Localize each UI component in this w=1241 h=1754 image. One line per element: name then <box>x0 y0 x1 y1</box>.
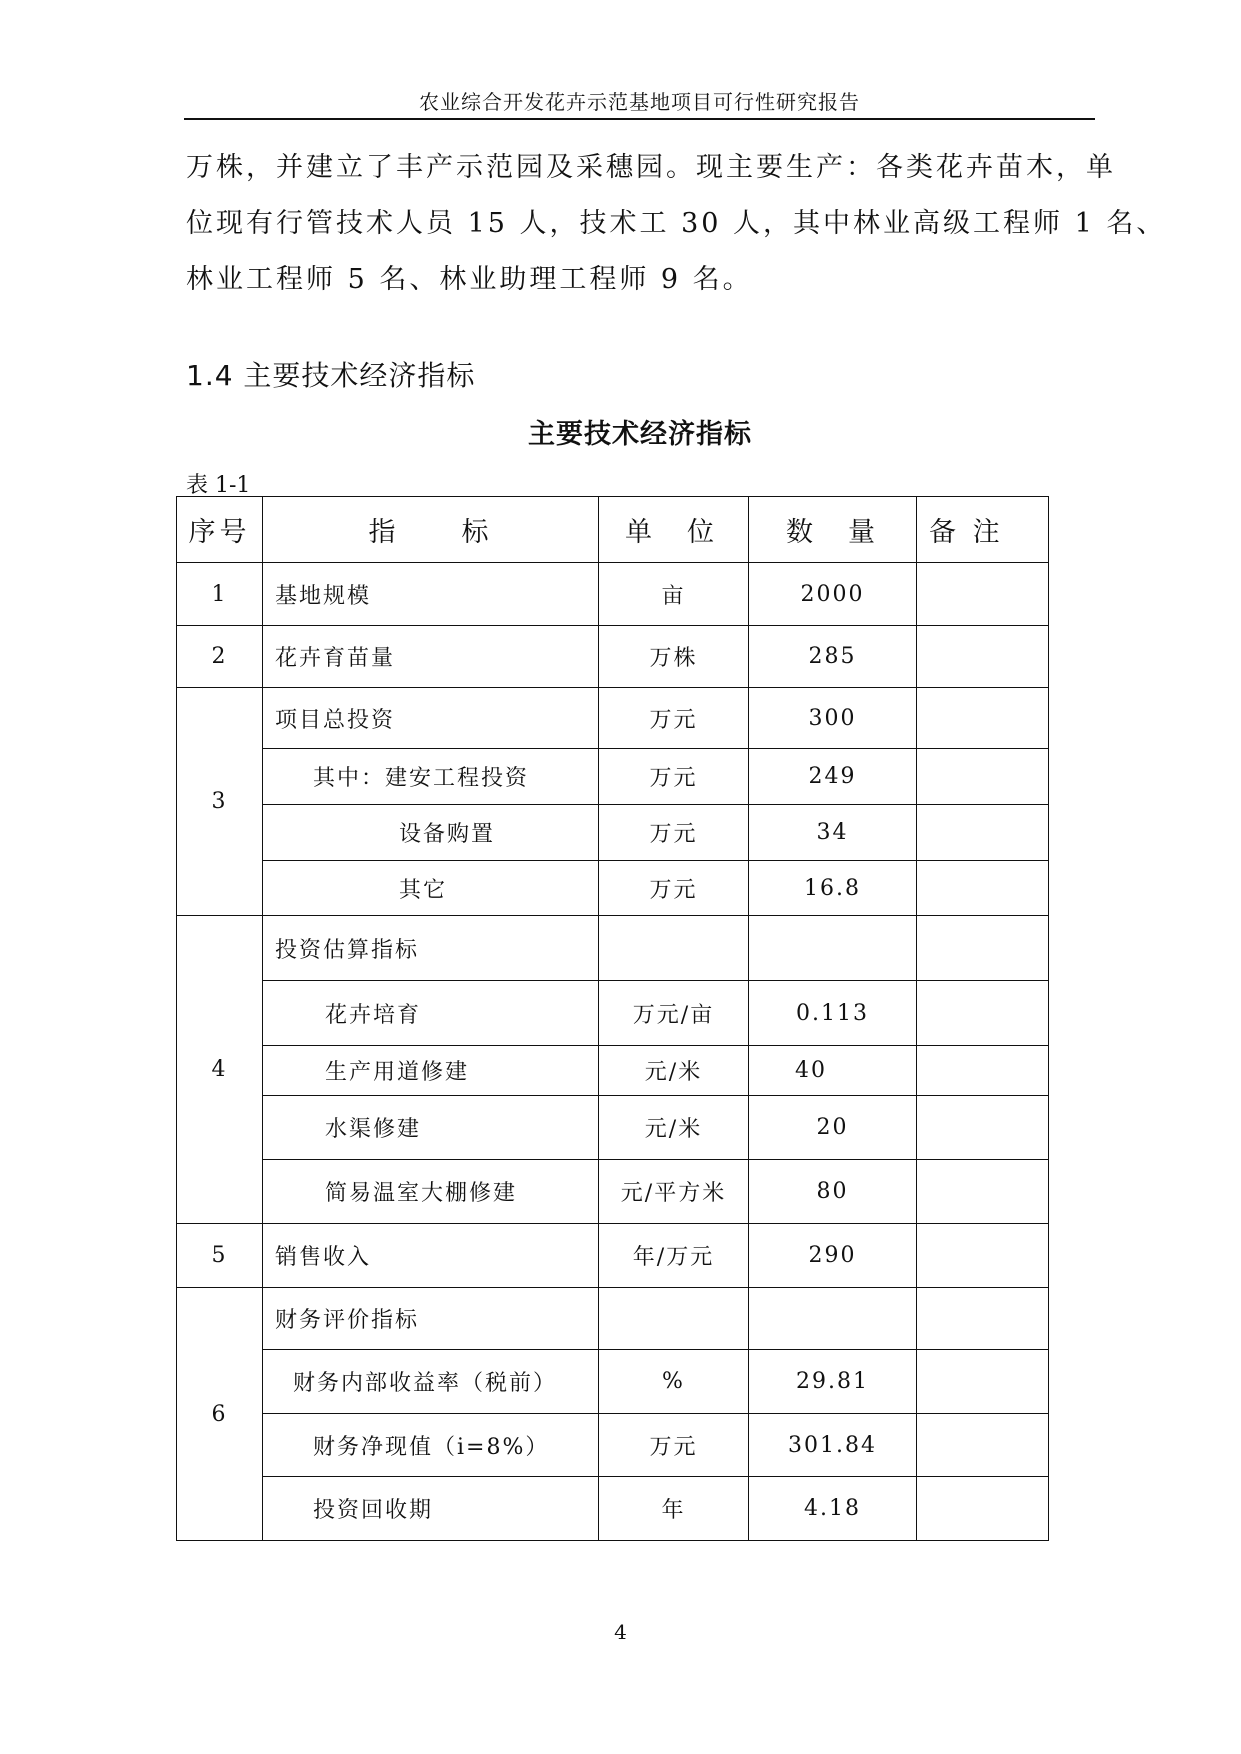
row-unit: 万元 <box>599 749 749 805</box>
row-remark <box>917 1288 1049 1350</box>
table-row <box>177 688 1049 749</box>
row-indicator: 花卉育苗量 <box>263 626 599 688</box>
row-qty <box>749 1288 917 1350</box>
row-qty: 16.8 <box>749 861 917 916</box>
row-indicator: 销售收入 <box>263 1224 599 1288</box>
body-paragraph <box>186 140 1167 308</box>
row-unit: 万元 <box>599 688 749 749</box>
row-indicator: 财务内部收益率（税前） <box>263 1350 599 1414</box>
row-indicator: 财务评价指标 <box>263 1288 599 1350</box>
row-no: 1 <box>177 563 263 626</box>
section-heading: 1.4 主要技术经济指标 <box>186 359 476 392</box>
row-qty: 29.81 <box>749 1350 917 1414</box>
row-unit: 万元 <box>599 1414 749 1477</box>
row-unit <box>599 1288 749 1350</box>
row-remark <box>917 805 1049 861</box>
table-caption: 表 1-1 <box>186 473 251 498</box>
row-indicator: 其中：建安工程投资 <box>263 749 599 805</box>
row-remark <box>917 1414 1049 1477</box>
header-indicator: 指 标 <box>263 497 599 563</box>
table-title: 主要技术经济指标 <box>528 419 752 450</box>
row-unit: % <box>599 1350 749 1414</box>
table-row <box>177 1288 1049 1350</box>
row-unit: 万元/亩 <box>599 981 749 1046</box>
table-row <box>177 1160 1049 1224</box>
table-row <box>177 749 1049 805</box>
row-unit: 亩 <box>599 563 749 626</box>
row-remark <box>917 688 1049 749</box>
row-remark <box>917 1350 1049 1414</box>
table-row <box>177 981 1049 1046</box>
table-row <box>177 1224 1049 1288</box>
row-no: 5 <box>177 1224 263 1288</box>
row-indicator: 财务净现值（i=8%） <box>263 1414 599 1477</box>
row-unit <box>599 916 749 981</box>
header-remark: 备 注 <box>917 497 1049 563</box>
row-indicator: 其它 <box>263 861 599 916</box>
row-unit: 元/平方米 <box>599 1160 749 1224</box>
row-qty <box>749 916 917 981</box>
table-row <box>177 805 1049 861</box>
row-remark <box>917 1046 1049 1096</box>
row-remark <box>917 916 1049 981</box>
row-qty: 0.113 <box>749 981 917 1046</box>
row-remark <box>917 981 1049 1046</box>
row-remark <box>917 1160 1049 1224</box>
table-row <box>177 626 1049 688</box>
row-indicator: 投资估算指标 <box>263 916 599 981</box>
row-unit: 年 <box>599 1477 749 1541</box>
row-qty: 34 <box>749 805 917 861</box>
row-remark <box>917 563 1049 626</box>
row-indicator: 项目总投资 <box>263 688 599 749</box>
table-row <box>177 861 1049 916</box>
table-header-row <box>177 497 1049 563</box>
row-indicator: 基地规模 <box>263 563 599 626</box>
row-qty: 2000 <box>749 563 917 626</box>
row-remark <box>917 861 1049 916</box>
body-line: 万株，并建立了丰产示范园及采穗园。现主要生产：各类花卉苗木，单 <box>186 152 1116 183</box>
row-unit: 万株 <box>599 626 749 688</box>
row-no: 2 <box>177 626 263 688</box>
row-unit: 元/米 <box>599 1096 749 1160</box>
row-indicator: 投资回收期 <box>263 1477 599 1541</box>
row-unit: 年/万元 <box>599 1224 749 1288</box>
header-no: 序号 <box>177 497 263 563</box>
row-unit: 万元 <box>599 805 749 861</box>
row-qty: 80 <box>749 1160 917 1224</box>
row-remark <box>917 1224 1049 1288</box>
row-remark <box>917 749 1049 805</box>
row-remark <box>917 1096 1049 1160</box>
table-row <box>177 1350 1049 1414</box>
row-indicator: 花卉培育 <box>263 981 599 1046</box>
row-qty: 20 <box>749 1096 917 1160</box>
row-indicator: 水渠修建 <box>263 1096 599 1160</box>
table-row <box>177 563 1049 626</box>
row-remark <box>917 1477 1049 1541</box>
table-row <box>177 1096 1049 1160</box>
row-no: 3 <box>177 688 263 916</box>
header-unit: 单 位 <box>599 497 749 563</box>
row-no: 4 <box>177 916 263 1224</box>
row-qty: 249 <box>749 749 917 805</box>
row-qty: 301.84 <box>749 1414 917 1477</box>
body-line: 林业工程师 5 名、林业助理工程师 9 名。 <box>186 264 753 295</box>
table-row <box>177 1477 1049 1541</box>
header-qty: 数 量 <box>749 497 917 563</box>
table-row <box>177 916 1049 981</box>
running-header: 农业综合开发花卉示范基地项目可行性研究报告 <box>419 90 860 114</box>
row-remark <box>917 626 1049 688</box>
row-indicator: 简易温室大棚修建 <box>263 1160 599 1224</box>
row-qty: 300 <box>749 688 917 749</box>
row-qty: 285 <box>749 626 917 688</box>
row-unit: 元/米 <box>599 1046 749 1096</box>
page-number: 4 <box>614 1620 627 1644</box>
table-row <box>177 1414 1049 1477</box>
row-no: 6 <box>177 1288 263 1541</box>
row-qty: 290 <box>749 1224 917 1288</box>
indicators-table <box>176 496 1049 1541</box>
row-indicator: 生产用道修建 <box>263 1046 599 1096</box>
table-row <box>177 1046 1049 1096</box>
row-indicator: 设备购置 <box>263 805 599 861</box>
header-rule <box>184 118 1095 120</box>
row-qty: 4.18 <box>749 1477 917 1541</box>
body-line: 位现有行管技术人员 15 人，技术工 30 人，其中林业高级工程师 1 名、 <box>186 208 1167 239</box>
row-qty: 40 <box>749 1046 917 1096</box>
row-unit: 万元 <box>599 861 749 916</box>
